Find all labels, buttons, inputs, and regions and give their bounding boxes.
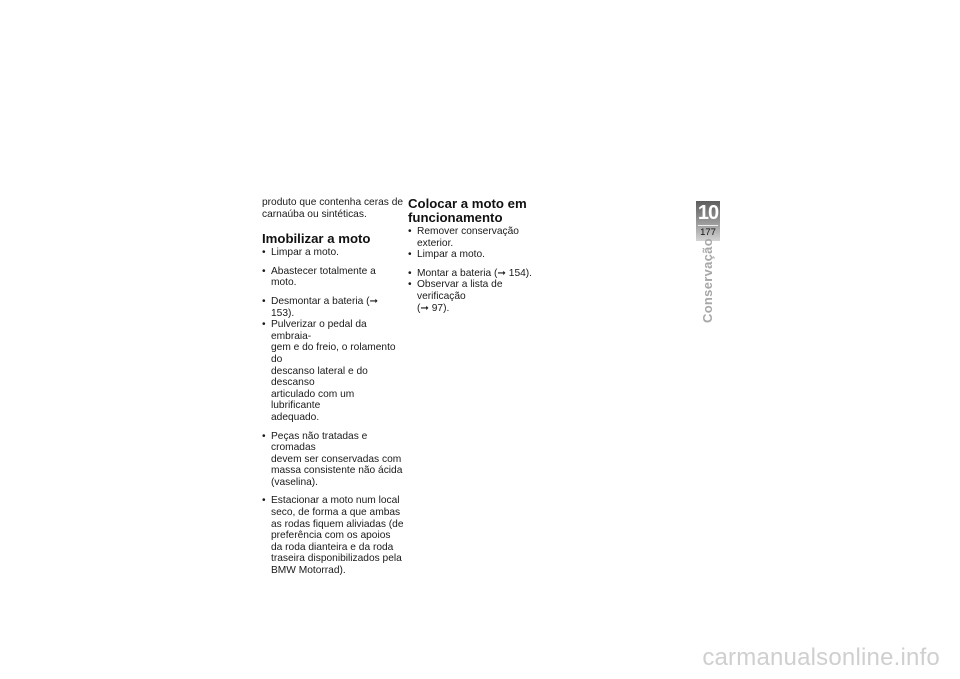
recommission-list [408,226,550,314]
intro-line: carnaúba ou sintéticas. [262,208,367,220]
list-item-line: as rodas fiquem aliviadas (de [271,518,404,530]
list-item-line: preferência com os apoios [271,530,391,542]
section-heading-recommission [408,197,550,225]
chapter-title: Conservação [700,238,715,323]
list-item-line: (vaselina). [271,476,318,488]
right-column [408,197,550,314]
section-heading-immobilize: Imobilizar a moto [262,231,371,247]
list-item-line: seco, de forma a que ambas [271,507,401,519]
heading-line: funcionamento [408,210,503,225]
list-item-line: da roda dianteira e da roda [271,541,394,553]
list-item-line: descanso lateral e do descanso [271,365,368,389]
list-item-line: Observar a lista de verificação [417,279,503,302]
heading-line: Colocar a moto em [408,196,527,211]
page-number: 177 [700,227,716,238]
left-column [262,197,404,577]
list-item-line: Desmontar a bateria (➞ 153). [271,295,379,319]
list-item [262,296,404,319]
intro-line: produto que contenha ceras de [262,197,404,208]
list-item-line: devem ser conservadas com [271,453,402,465]
list-item-line: Remover conservação exterior. [417,226,519,249]
list-item-line: Estacionar a moto num local [271,495,400,507]
list-item-line: Limpar a moto. [417,249,485,261]
list-item [262,431,404,489]
intro-paragraph [262,197,404,220]
list-item [262,247,404,259]
chapter-tab [696,201,720,241]
immobilize-list [262,247,404,576]
list-item-line: massa consistente não ácida [271,465,403,477]
list-item [262,319,404,423]
list-item [408,249,550,261]
list-item-line: adequado. [271,411,320,423]
list-item [262,495,404,576]
list-item-line: BMW Motorrad). [271,565,346,577]
list-item-line: articulado com um lubrificante [271,388,355,412]
list-item [408,226,550,249]
list-item-line: Limpar a moto. [271,247,339,259]
list-item-line: Montar a bateria (➞ 154). [417,267,532,279]
watermark: carmanualsonline.info [702,644,940,671]
list-item [262,266,404,289]
chapter-number: 10 [697,202,719,224]
list-item-line: Abastecer totalmente a moto. [271,265,376,289]
list-item-line: gem e do freio, o rolamento do [271,342,396,365]
chapter-divider [698,225,718,226]
list-item-line: Peças não tratadas e cromadas [271,430,368,454]
list-item-line: Pulverizar o pedal da embraia- [271,319,367,342]
list-item [408,268,550,280]
list-item-line: (➞ 97). [417,302,450,314]
list-item-line: traseira disponibilizados pela [271,553,402,565]
list-item [408,279,550,314]
